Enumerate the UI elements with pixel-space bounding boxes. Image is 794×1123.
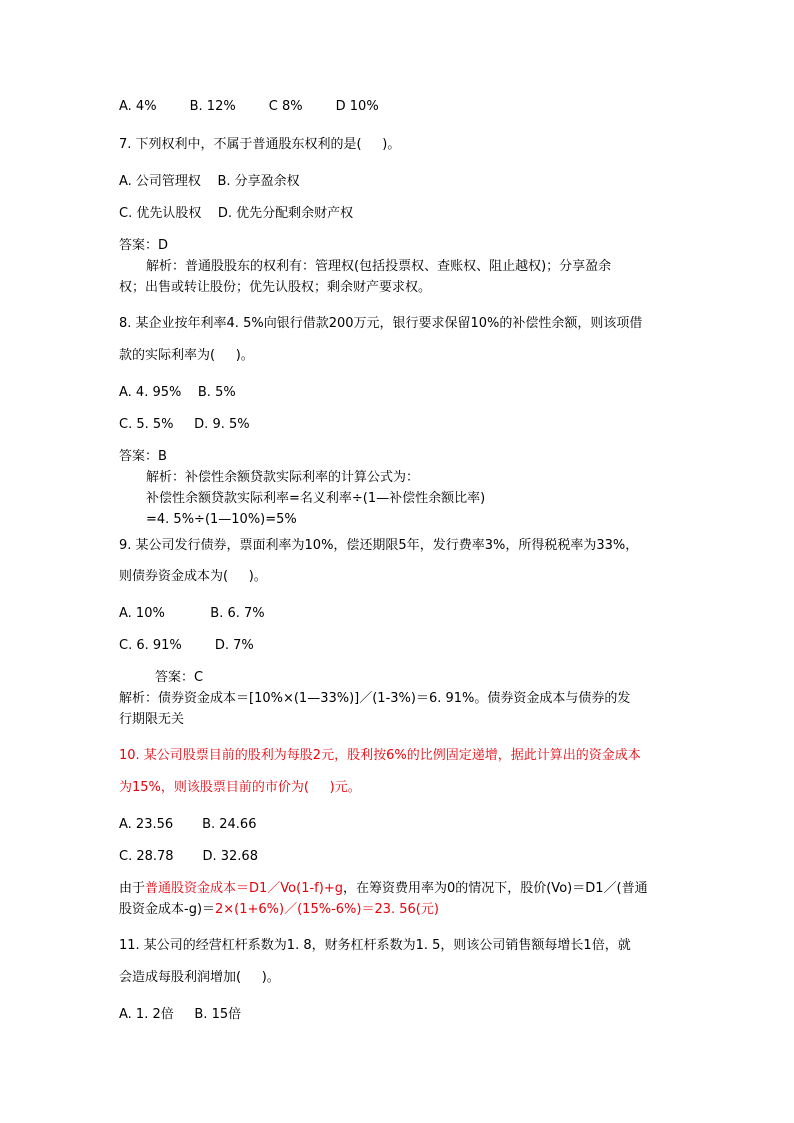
q8-stem-line-2: 款的实际利率为( )。 xyxy=(119,348,254,363)
q11-stem-line-1: 11. 某公司的经营杠杆系数为1. 8，财务杠杆系数为1. 5，则该公司销售额每增长1倍，就 xyxy=(119,938,631,953)
q8-options-cd: C. 5. 5% D. 9. 5% xyxy=(119,417,250,432)
q9-explanation-line-2: 行期限无关 xyxy=(119,712,185,727)
q10-options-ab: A. 23.56 B. 24.66 xyxy=(119,817,257,832)
q10-explanation-line-1 xyxy=(119,881,648,897)
q7-explanation-line-1: 解析：普通股股东的权利有：管理权(包括投票权、查账权、阻止越权)；分享盈余 xyxy=(146,259,612,274)
q9-answer: 答案：C xyxy=(155,670,204,685)
q6-options: A. 4% B. 12% C 8% D 10% xyxy=(119,99,379,114)
q10-stem-line-2: 为15%，则该股票目前的市价为( )元。 xyxy=(119,780,361,795)
q8-answer: 答案：B xyxy=(119,449,167,464)
q10-exp-continuation: 股资金成本-g)＝ xyxy=(119,902,216,917)
q8-options-ab: A. 4. 95% B. 5% xyxy=(119,385,236,400)
q9-explanation-line-1: 解析：债券资金成本＝[10%×(1—33%)]／(1-3%)＝6. 91%。债券资金成本与债券的发 xyxy=(119,691,631,706)
q8-explanation-line-1: 解析：补偿性余额贷款实际利率的计算公式为： xyxy=(146,470,420,485)
q9-stem-line-1: 9. 某公司发行债券，票面利率为10%，偿还期限5年，发行费率3%，所得税税率为33%， xyxy=(119,538,639,553)
q9-options-cd: C. 6. 91% D. 7% xyxy=(119,638,254,653)
q7-options-cd: C. 优先认股权 D. 优先分配剩余财产权 xyxy=(119,206,354,221)
q7-explanation-line-2: 权；出售或转让股份；优先认股权；剩余财产要求权。 xyxy=(119,280,432,295)
q7-answer: 答案：D xyxy=(119,238,169,253)
q10-formula: 普通股资金成本＝D1／Vo(1-f)+g xyxy=(145,881,343,896)
q9-stem-line-2: 则债券资金成本为( )。 xyxy=(119,569,267,584)
q8-explanation-line-2: 补偿性余额贷款实际利率=名义利率÷(1—补偿性余额比率) xyxy=(146,491,486,506)
q10-exp-prefix: 由于 xyxy=(119,881,146,896)
q10-options-cd: C. 28.78 D. 32.68 xyxy=(119,849,258,864)
q10-calculation: 2×(1+6%)／(15%-6%)＝23. 56(元) xyxy=(215,902,439,917)
q11-options-ab: A. 1. 2倍 B. 15倍 xyxy=(119,1007,242,1022)
q7-options-ab: A. 公司管理权 B. 分享盈余权 xyxy=(119,174,300,189)
q10-exp-middle: ，在筹资费用率为0的情况下，股价(Vo)＝D1／(普通 xyxy=(342,881,648,896)
q8-stem-line-1: 8. 某企业按年利率4. 5%向银行借款200万元，银行要求保留10%的补偿性余额，则该项借 xyxy=(119,316,643,331)
q9-options-ab: A. 10% B. 6. 7% xyxy=(119,606,265,621)
q11-stem-line-2: 会造成每股利润增加( )。 xyxy=(119,970,280,985)
q10-stem-line-1: 10. 某公司股票目前的股利为每股2元，股利按6%的比例固定递增，据此计算出的资金成本 xyxy=(119,748,641,763)
q7-stem: 7. 下列权利中，不属于普通股东权利的是( )。 xyxy=(119,137,401,152)
q10-explanation-line-2 xyxy=(119,902,439,918)
q8-explanation-line-3: =4. 5%÷(1—10%)=5% xyxy=(146,512,297,527)
